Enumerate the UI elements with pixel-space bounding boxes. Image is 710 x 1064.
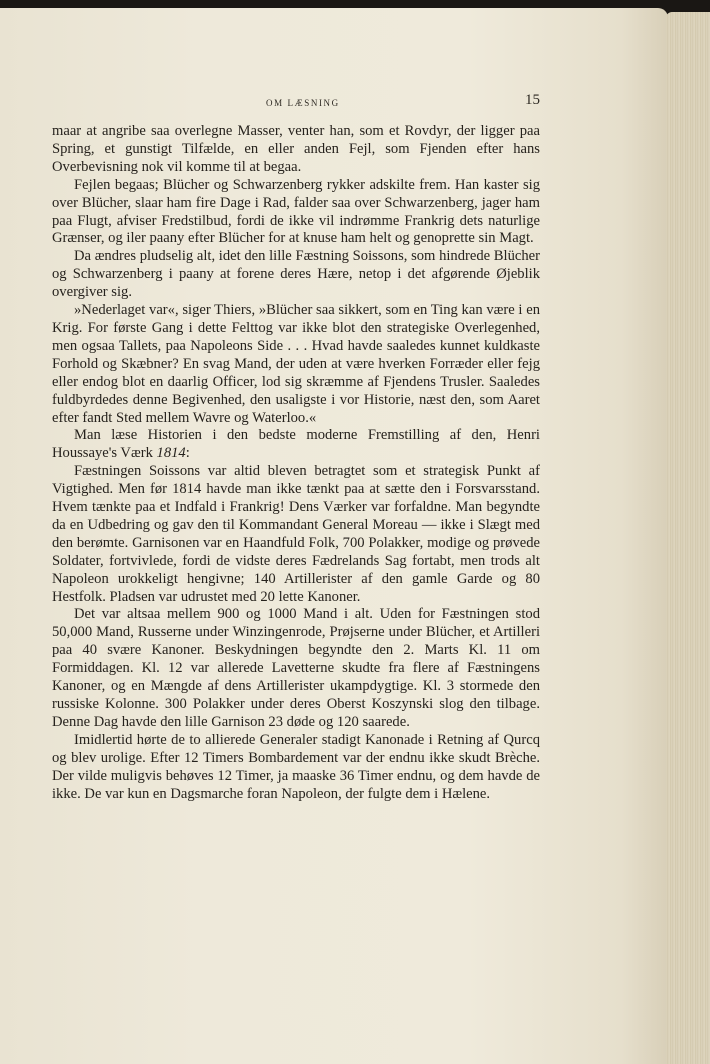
book-year: 1814 xyxy=(156,445,186,462)
running-head: OM LÆSNING xyxy=(266,98,340,108)
paragraph-4: »Nederlaget var«, siger Thiers, »Blücher saa sikkert, som en Ting kan være i en Krig. For første Gang i dette Felttog var ikke blot den strategiske Overlegenhed, men ogsaa Tallets, paa Napoleons Side . . . Hvad havde saaledes kunnet kuldkaste Forhold og Skæbner? En svag Mand, der uden at være hverken Forræder eller fejg eller endog blot en daarlig Officer, lod sig skræmme af Fjendens Trusler. Saaledes fuldbyrdedes denne Begivenhed, den usaligste i vor Historie, næst den, som Aaret efter fandt Sted mellem Wavre og Waterloo.« xyxy=(52,302,540,426)
body-text xyxy=(52,123,540,803)
page-number: 15 xyxy=(525,92,540,108)
paragraph-6: Fæstningen Soissons var altid bleven betragtet som et strategisk Punkt af Vigtighed. Men før 1814 havde man ikke tænkt paa at sætte den i Forsvarsstand. Hvem tænkte paa et Indfald i Frankrig! Dens Værker var forfaldne. Man begyndte da en Udbedring og gav den til Kommandant General Moreau — ikke i Slægt med den berømte. Garnisonen var en Haandfuld Folk, 700 Polakker, modige og prøvede Soldater, fortvivlede, fordi de vidste deres Fædrelands Sag fortabt, men trods alt Napoleon urokkeligt hengivne; 140 Artillerister af den gamle Garde og 80 Hestfolk. Pladsen var udrustet med 20 lette Kanoner. xyxy=(52,463,540,605)
paragraph-5-colon: : xyxy=(185,445,190,462)
paragraph-7: Det var altsaa mellem 900 og 1000 Mand i alt. Uden for Fæstningen stod 50,000 Mand, Russerne under Winzingenrode, Prøjserne under Blücher, et Artilleri paa 40 svære Kanoner. Beskydningen begyndte den 2. Marts Kl. 11 om Formiddagen. Kl. 12 var allerede Lavetterne skudte fra flere af Fæstningens Kanoner, og en Mængde af dens Artillerister ukampdygtige. Kl. 3 stormede den russiske Kolonne. 300 Polakker under deres Oberst Koszynski slog den tilbage. Denne Dag havde den lille Garnison 23 døde og 120 saarede. xyxy=(52,606,540,730)
page-header xyxy=(52,92,540,116)
paragraph-5-text: Man læse Historien i den bedste moderne Fremstilling af den, Henri Houssaye's Værk xyxy=(52,427,540,462)
paragraph-1: maar at angribe saa overlegne Masser, venter han, som et Rovdyr, der ligger paa Spring, et gunstigt Tilfælde, en eller anden Fejl, som Fjenden efter hans Overbevisning nok vil komme til at begaa. xyxy=(52,123,540,175)
page-edges xyxy=(666,12,710,1064)
paragraph-5 xyxy=(52,427,540,463)
paragraph-2: Fejlen begaas; Blücher og Schwarzenberg rykker adskilte frem. Han kaster sig over Blücher, slaar ham fire Dage i Rad, falder saa over Schwarzenberg, jager ham paa Flugt, afviser Fredstilbud, fordi de ikke vil indrømme Frankrig dets naturlige Grænser, og iler paany efter Blücher for at knuse ham helt og genoprette sin Magt. xyxy=(52,176,540,247)
paragraph-3: Da ændres pludselig alt, idet den lille Fæstning Soissons, som hindrede Blücher og Schwarzenberg i paany at forene deres Hære, netop i det afgørende Øjeblik overgiver sig. xyxy=(52,248,540,301)
paragraph-8: Imidlertid hørte de to allierede Generaler stadigt Kanonade i Retning af Qurcq og blev urolige. Efter 12 Timers Bombardement var der endnu ikke skudt Brèche. Der vilde muligvis behøves 12 Timer, ja maaske 36 Timer endnu, og dem havde de ikke. De var kun en Dagsmarche foran Napoleon, der fulgte dem i Hælene. xyxy=(52,731,540,802)
